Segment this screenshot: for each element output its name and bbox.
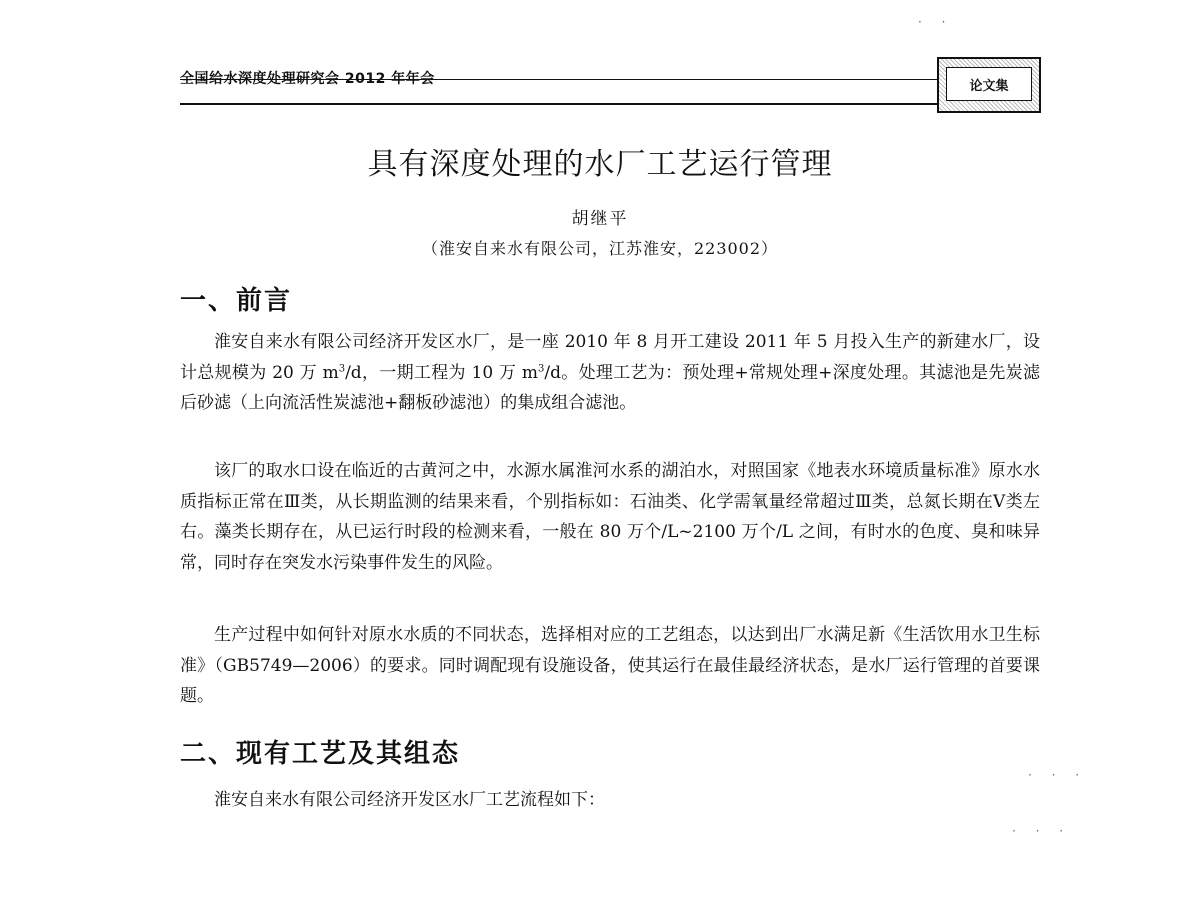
paragraph-text: 淮安自来水有限公司经济开发区水厂，是一座 2010 年 8 月开工建设 2011 年 5 月投入生产的新建水厂，设计总规模为 20 万 m bbox=[180, 332, 1040, 383]
section-heading: 二、现有工艺及其组态 bbox=[180, 739, 461, 769]
paper-title: 具有深度处理的水厂工艺运行管理 bbox=[367, 147, 833, 182]
scan-specks: · · · bbox=[1028, 768, 1088, 782]
superscript: 3 bbox=[538, 362, 545, 374]
body-paragraph: 该厂的取水口设在临近的古黄河之中，水源水属淮河水系的湖泊水，对照国家《地表水环境质量标准》原水水质指标正常在Ⅲ类，从长期监测的结果来看，个别指标如：石油类、化学需氧量经常超过Ⅲ类，总氮长期在Ⅴ类左右。藻类长期存在，从已运行时段的检测来看，一般在 80 万个/L~2100 万个/L 之间，有时水的色度、臭和味异常，同时存在突发水污染事件发生的风险。 bbox=[180, 461, 1040, 573]
body-paragraph: 生产过程中如何针对原水水质的不同状态，选择相对应的工艺组态，以达到出厂水满足新《生活饮用水卫生标准》（GB5749—2006）的要求。同时调配现有设施设备，使其运行在最佳最经济状态，是水厂运行管理的首要课题。 bbox=[180, 625, 1040, 706]
paper-affiliation: （淮安自来水有限公司，江苏淮安，223002） bbox=[421, 239, 779, 258]
paragraph-text: /d。处理工艺为：预处理+常规处理+深度处理。其滤池是先炭滤后砂滤（上向流活性炭滤池+翻板砂滤池）的集成组合滤池。 bbox=[180, 362, 1040, 413]
paragraph-text: /d，一期工程为 10 万 m bbox=[345, 362, 538, 383]
header-rule bbox=[180, 79, 940, 80]
superscript: 3 bbox=[338, 362, 346, 374]
scan-specks: · · · bbox=[1012, 824, 1072, 838]
conference-header: 全国给水深度处理研究会 2012 年年会 bbox=[180, 71, 435, 87]
body-paragraph bbox=[180, 327, 1040, 419]
body-paragraph: 淮安自来水有限公司经济开发区水厂工艺流程如下： bbox=[214, 790, 605, 810]
paper-author: 胡继平 bbox=[571, 209, 629, 229]
scan-specks: · · bbox=[918, 15, 954, 29]
section-heading: 一、前言 bbox=[180, 286, 293, 316]
proceedings-badge bbox=[937, 57, 1041, 113]
header-thick-rule bbox=[180, 103, 940, 105]
proceedings-badge-label: 论文集 bbox=[946, 67, 1032, 101]
